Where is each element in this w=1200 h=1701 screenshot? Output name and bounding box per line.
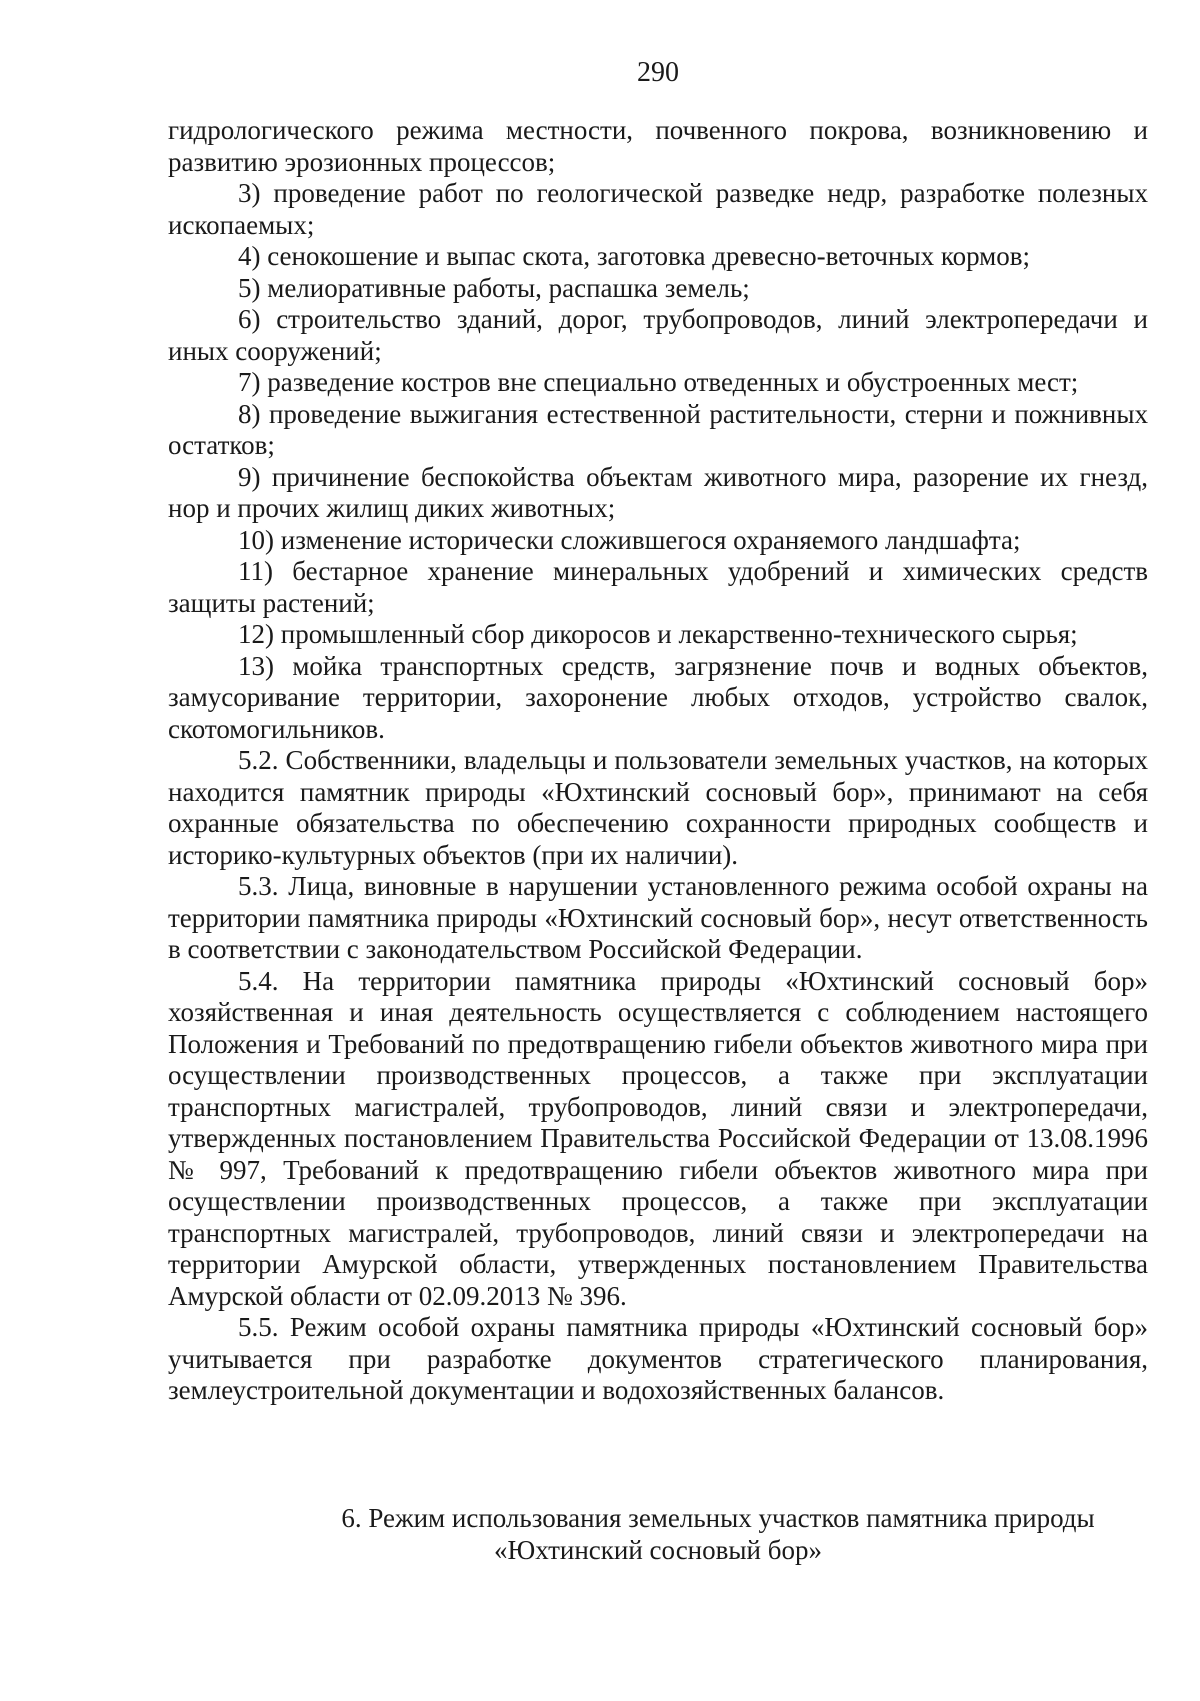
list-item-13: 13) мойка транспортных средств, загрязнение почв и водных объектов, замусоривание территории, захоронение любых отходов, устройство свалок, скотомогильников.	[168, 650, 1148, 744]
clause-5-4: 5.4. На территории памятника природы «Юхтинский сосновый бор» хозяйственная и иная деятельность осуществляется с соблюдением настоящего Положения и Требований по предотвращению гибели объектов животного мира при осуществлении производственных процессов, а также при эксплуатации транспортных магистралей, трубопроводов, линий связи и электропередачи, утвержденных постановлением Правительства Российской Федерации от 13.08.1996 № 997, Требований к предотвращению гибели объектов животного мира при осуществлении производственных процессов, а также при эксплуатации транспортных магистралей, трубопроводов, линий связи и электропередачи на территории Амурской области, утвержденных постановлением Правительства Амурской области от 02.09.2013 № 396.	[168, 965, 1148, 1311]
paragraph-continuation: гидрологического режима местности, почвенного покрова, возникновению и развитию эрозионных процессов;	[168, 115, 1148, 177]
clause-5-3: 5.3. Лица, виновные в нарушении установленного режима особой охраны на территории памятника природы «Юхтинский сосновый бор», несут ответственность в соответствии с законодательством Российской Федерации.	[168, 871, 1148, 964]
list-item-3: 3) проведение работ по геологической разведке недр, разработке полезных ископаемых;	[168, 178, 1148, 240]
list-item-4: 4) сенокошение и выпас скота, заготовка древесно-веточных кормов;	[238, 241, 1031, 271]
list-item-10: 10) изменение исторически сложившегося охраняемого ландшафта;	[238, 524, 1021, 555]
list-item-5: 5) мелиоративные работы, распашка земель;	[238, 272, 750, 303]
clause-5-5: 5.5. Режим особой охраны памятника природы «Юхтинский сосновый бор» учитывается при разработке документов стратегического планирования, землеустроительной документации и водохозяйственных балансов.	[168, 1312, 1148, 1405]
page-number: 290	[637, 57, 679, 88]
list-item-7: 7) разведение костров вне специально отведенных и обустроенных мест;	[238, 367, 1079, 397]
list-item-12: 12) промышленный сбор дикоросов и лекарственно-технического сырья;	[238, 619, 1078, 649]
document-body	[168, 115, 1148, 1407]
clause-5-2: 5.2. Собственники, владельцы и пользователи земельных участков, на которых находится памятник природы «Юхтинский сосновый бор», принимают на себя охранные обязательства по обеспечению сохранности природных сообществ и историко-культурных объектов (при их наличии).	[168, 745, 1148, 870]
list-item-8: 8) проведение выжигания естественной растительности, стерни и пожнивных остатков;	[168, 398, 1148, 460]
section-heading	[168, 1502, 1148, 1566]
list-item-11: 11) бестарное хранение минеральных удобрений и химических средств защиты растений;	[168, 556, 1148, 618]
section-heading-line-2: «Юхтинский сосновый бор»	[494, 1535, 822, 1565]
list-item-9: 9) причинение беспокойства объектам животного мира, разорение их гнезд, нор и прочих жилищ диких животных;	[168, 461, 1148, 523]
list-item-6: 6) строительство зданий, дорог, трубопроводов, линий электропередачи и иных сооружений;	[168, 304, 1148, 366]
section-heading-line-1: 6. Режим использования земельных участков памятника природы	[341, 1503, 1095, 1533]
